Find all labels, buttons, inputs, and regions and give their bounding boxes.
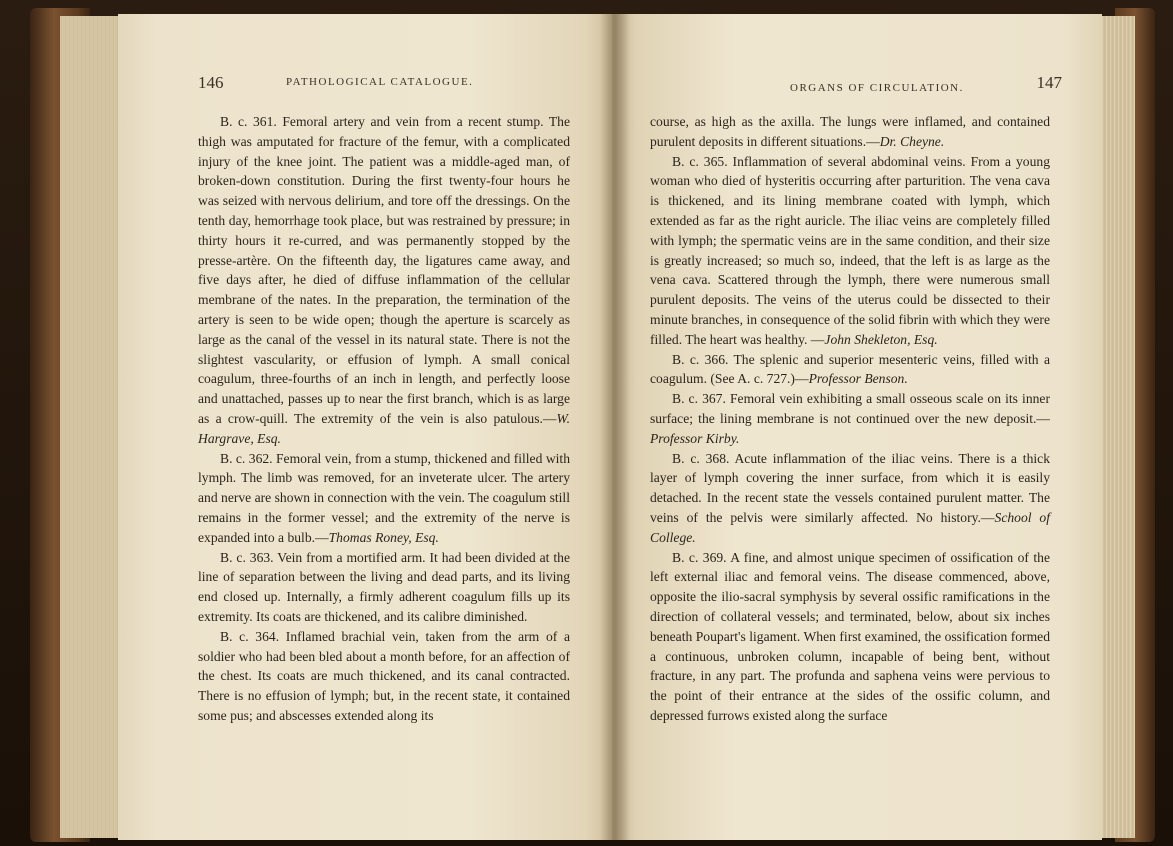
entry-text: B. c. 365. Inflammation of several abdominal veins. From a young woman who died of hysteritis occurring after parturition. The vena cava is thickened, and its lining membrane coated with lymph, which extended as far as the right auricle. The iliac veins are completely filled with lymph; the spermatic veins are in the same condition, and their size is greatly increased; so much so, indeed, that the left is as large as the vena cava. Scattered through the lymph, there were numerous small purulent deposits. The veins of the uterus could be dissected to their minute branches, in consequence of the solid fibrin with which they were filled. The heart was healthy. — xyxy=(650,153,1050,347)
entry-text: B. c. 369. A fine, and almost unique specimen of ossification of the left external iliac and femoral veins. The disease commenced, above, opposite the ilio-sacral symphysis by several ossific ramifications in the direction of collateral vessels; and terminated, below, about six inches beneath Poupart's ligament. When first examined, the ossification formed a continuous, unbroken column, incapable of being bent, without fracture, in any part. The profunda and saphena veins were pervious to the point of their entrance at the sides of the ossific column, and depressed furrows existed along the surface xyxy=(650,549,1050,723)
entry-text: B. c. 363. Vein from a mortified arm. It had been divided at the line of separation between the living and dead parts, and its living end closed up. Internally, a firmly adherent coagulum fills up its extremity. Its coats are thickened, and its calibre diminished. xyxy=(198,549,570,624)
entry-text: course, as high as the axilla. The lungs were inflamed, and contained purulent deposits in different situations.— xyxy=(650,114,1050,149)
entry-text: B. c. 367. Femoral vein exhibiting a small osseous scale on its inner surface; the lining membrane is not continued over the new deposit.— xyxy=(650,391,1050,426)
right-page-number: 147 xyxy=(1036,73,1062,92)
catalogue-entry xyxy=(198,548,570,627)
catalogue-entry xyxy=(198,449,570,548)
left-page xyxy=(118,14,616,840)
book-gutter-shadow xyxy=(600,14,630,840)
catalogue-entry xyxy=(198,112,570,449)
catalogue-entry xyxy=(650,389,1050,448)
right-running-head: ORGANS OF CIRCULATION. xyxy=(790,82,964,94)
left-running-head: PATHOLOGICAL CATALOGUE. xyxy=(286,76,474,88)
entry-text: B. c. 361. Femoral artery and vein from a recent stump. The thigh was amputated for fracture of the femur, with a complicated injury of the knee joint. The patient was a middle-aged man, of broken-down constitution. During the first twenty-four hours he was seized with nervous delirium, and tore off the dressings. On the tenth day, hemorrhage took place, but was restrained by pressure; in thirty hours it re-curred, and was permanently stopped by the presse-artère. On the fifteenth day, the ligatures came away, and five days after, he died of diffuse inflammation of the cellular membrane of the nates. In the preparation, the termination of the artery is seen to be wide open; though the aperture is scarcely as large as the canal of the vessel in its natural state. There is not the slightest vascularity, or effusion of lymph. A small conical coagulum, three-fourths of an inch in length, and perfectly loose and unattached, passes up to near the first branch, which is as large as a crow-quill. The extremity of the vein is also patulous.— xyxy=(198,114,570,426)
catalogue-entry xyxy=(650,350,1050,390)
page-edges-left xyxy=(60,16,120,838)
entry-credit: Professor Kirby. xyxy=(650,430,740,446)
entry-credit: John Shekleton, Esq. xyxy=(824,331,938,347)
catalogue-entry xyxy=(650,152,1050,350)
right-page-body xyxy=(650,112,1050,726)
entry-text: B. c. 364. Inflamed brachial vein, taken from the arm of a soldier who had been bled about a month before, for an affection of the chest. Its coats are much thickened, and its canal contracted. There is no effusion of lymph; but, in the recent state, it contained some pus; and abscesses extended along its xyxy=(198,628,570,723)
left-page-number: 146 xyxy=(198,73,224,92)
entry-credit: Thomas Roney, Esq. xyxy=(328,529,439,545)
entry-text: B. c. 368. Acute inflammation of the iliac veins. There is a thick layer of lymph covering the inner surface, from which it is easily detached. In the recent state the vessels contained purulent matter. The veins of the pelvis were similarly affected. No history.— xyxy=(650,450,1050,525)
entry-credit: School of College. xyxy=(650,509,1050,545)
left-page-body xyxy=(198,112,570,726)
catalogue-entry xyxy=(650,548,1050,726)
catalogue-entry xyxy=(198,627,570,726)
entry-credit: Dr. Cheyne. xyxy=(879,133,945,149)
page-edges-right xyxy=(1101,16,1135,838)
entry-text: B. c. 362. Femoral vein, from a stump, thickened and filled with lymph. The limb was removed, for an inveterate ulcer. The artery and nerve are shown in connection with the vein. The coagulum still remains in the former vessel; and the extremity of the nerve is expanded into a bulb.— xyxy=(198,450,570,545)
entry-credit: Professor Benson. xyxy=(808,371,908,387)
catalogue-entry-continuation xyxy=(650,112,1050,152)
right-page xyxy=(612,14,1102,840)
entry-credit: W. Hargrave, Esq. xyxy=(198,410,570,446)
catalogue-entry xyxy=(650,449,1050,548)
entry-text: B. c. 366. The splenic and superior mesenteric veins, filled with a coagulum. (See A. c. 727.)— xyxy=(650,351,1050,387)
